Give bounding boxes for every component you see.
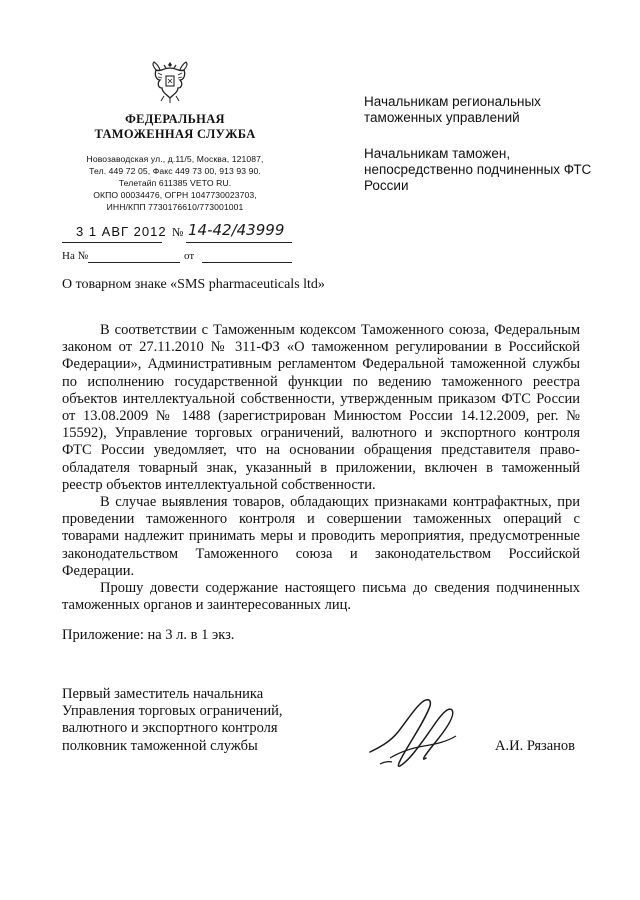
registration-line <box>62 222 290 244</box>
body-paragraph-1: В соответствии с Таможенным кодексом Таможенного союза, Федеральным законом от 27.11.2010 № 311-ФЗ «О таможенном регулировании в Российской Федерации», Административным регламентом Федеральной таможенной службы по исполнению государственной функции по ведению таможенного реестра объектов интеллектуальной собственности, утвержденным приказом ФТС России от 13.08.2009 № 1488 (зарегистрирован Минюстом России 14.12.2009, рег. № 15592), Управление торговых ограничений, валютного и экспортного контроля ФТС России уведомляет, что на основании обращения представителя право-обладателя товарный знак, указанный в приложении, включен в таможенный реестр объектов интеллектуальной собственности. <box>62 322 580 493</box>
letter-subject: О товарном знаке «SMS pharmaceuticals ltd» <box>62 277 325 292</box>
org-name-line-2: ТАМОЖЕННАЯ СЛУЖБА <box>94 127 256 141</box>
signer-title-line-3: валютного и экспортного контроля <box>62 720 278 737</box>
registration-date-underline <box>62 242 162 243</box>
org-address-line-5: ИНН/КПП 7730176610/773001001 <box>106 202 244 212</box>
attachment-note: Приложение: на 3 л. в 1 экз. <box>62 627 235 643</box>
body-paragraph-3: Прошу довести содержание настоящего письма до сведения подчиненных таможенных органов и заинтересованных лиц. <box>62 580 580 614</box>
reference-number-label: На № <box>62 250 89 262</box>
org-address-line-1: Новозаводская ул., д.11/5, Москва, 121087, <box>86 154 264 164</box>
registration-number-label: № <box>172 225 184 239</box>
signer-title-line-4: полковник таможенной службы <box>62 737 258 754</box>
org-address-line-3: Телетайп 611385 VETO RU. <box>118 178 232 188</box>
org-address-line-4: ОКПО 00034476, ОГРН 1047730023703, <box>93 190 257 200</box>
double-headed-eagle-icon <box>150 58 190 104</box>
reference-line <box>62 250 292 266</box>
registration-number-handwritten: 14-42/43999 <box>188 221 285 239</box>
registration-date-stamp: 3 1 АВГ 2012 <box>76 224 167 239</box>
org-name-line-1: ФЕДЕРАЛЬНАЯ <box>125 112 225 126</box>
org-address-line-2: Тел. 449 72 05, Факс 449 73 00, 913 93 90. <box>89 166 261 176</box>
reference-date-label: от <box>184 250 195 262</box>
letter-body <box>62 322 580 614</box>
registration-number-underline <box>186 242 292 243</box>
signer-title <box>62 686 322 755</box>
handwritten-signature <box>360 692 470 782</box>
reference-number-blank <box>88 262 180 263</box>
signer-title-line-2: Управления торговых ограничений, <box>62 703 283 720</box>
signer-name: А.И. Рязанов <box>495 738 576 754</box>
signer-title-line-1: Первый заместитель начальника <box>62 686 264 702</box>
org-name <box>60 112 290 142</box>
addressee-customs: Начальникам таможен, непосредственно подчиненных ФТС России <box>364 146 592 193</box>
org-address <box>60 153 290 213</box>
addressee-regional: Начальникам региональных таможенных управлений <box>364 94 541 125</box>
reference-date-blank <box>202 262 292 263</box>
body-paragraph-2: В случае выявления товаров, обладающих признаками контрафактных, при проведении таможенного контроля и совершении таможенных операций с товарами надлежит принимать меры и проводить мероприятия, предусмотренные законодательством Таможенного союза и законодательством Российской Федерации. <box>62 494 580 579</box>
